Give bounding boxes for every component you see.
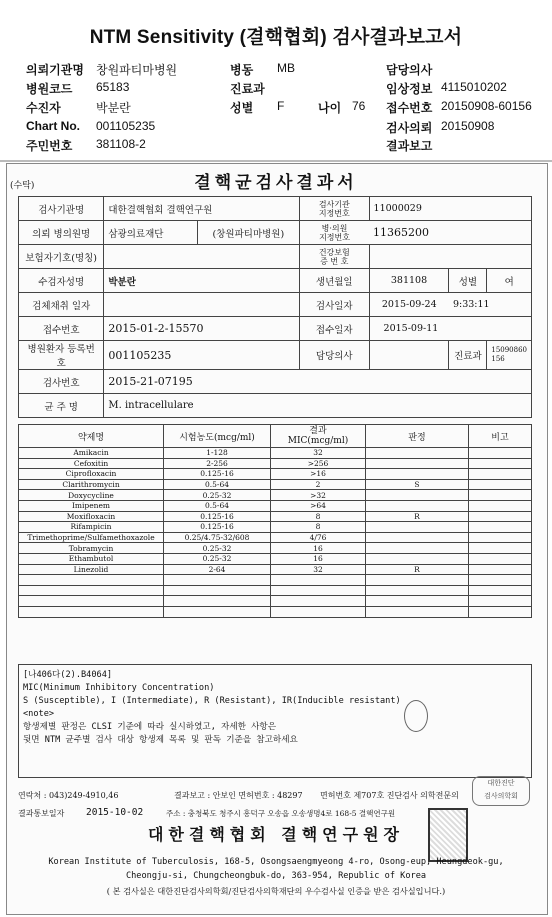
info-label: 생년월일 (300, 269, 370, 293)
table-row (19, 370, 532, 394)
remark (469, 596, 532, 607)
interpretation (366, 490, 469, 501)
info-label: 검사기관 지정번호 (300, 197, 370, 221)
table-row (19, 394, 532, 418)
test-range: 0.125-16 (164, 522, 271, 533)
info-value: 001105235 (104, 341, 300, 370)
label-department: 진료과 (230, 82, 265, 96)
interpretation (366, 458, 469, 469)
test-range (164, 596, 271, 607)
remark (469, 469, 532, 480)
note-line: 항생제별 판정은 CLSI 기준에 따라 실시하였고, 자세한 사항은 (23, 722, 277, 732)
table-row (19, 269, 532, 293)
value-chart-no: 001105235 (96, 119, 156, 133)
label-age: 나이 (318, 101, 342, 115)
header-divider (0, 160, 552, 162)
remark (469, 458, 532, 469)
interpretation (366, 522, 469, 533)
interpretation (366, 448, 469, 459)
table-row (19, 221, 532, 245)
value-clinical-info: 4115010202 (441, 80, 507, 94)
certification-stamp: 대한진단 검사의학회 (472, 776, 530, 806)
mic-result: 4/76 (271, 532, 366, 543)
value-age: 76 (352, 99, 366, 113)
mic-result: 8 (271, 511, 366, 522)
label-hospital-code: 병원코드 (26, 82, 73, 96)
drug-row (19, 532, 532, 543)
drug-name (19, 575, 164, 586)
label-chart-no: Chart No. (26, 119, 80, 133)
drug-name (19, 585, 164, 596)
mic-result: 16 (271, 553, 366, 564)
footer-address: 주소 : 충청북도 청주시 흥덕구 오송읍 오송생명4로 168-5 결핵연구원 (166, 809, 396, 818)
column-header: 비고 (469, 425, 532, 448)
remark (469, 532, 532, 543)
info-label: 접수번호 (19, 317, 104, 341)
info-label: 담당의사 (300, 341, 370, 370)
patient-info-table (18, 196, 532, 418)
info-label: 검사일자 (300, 293, 370, 317)
info-value: 삼광의료재단 (104, 221, 197, 245)
info-value: 2015-01-2-15570 (104, 317, 300, 341)
drug-row (19, 564, 532, 575)
address-en-line1: Korean Institute of Tuberculosis, 168-5, Osongsaengmyeong 4-ro, Osong-eup, Heungdeok-gu, (48, 857, 504, 867)
drug-name (19, 596, 164, 607)
value-receipt-no: 20150908-60156 (441, 99, 532, 113)
info-label: 균 주 명 (19, 394, 104, 418)
note-line: MIC(Minimum Inhibitory Concentration) (23, 683, 215, 693)
note-line: [나406다(2).B4064] (23, 670, 113, 680)
drug-name: Ciprofloxacin (19, 469, 164, 480)
drug-name: Moxifloxacin (19, 511, 164, 522)
note-line: 뒷면 NTM 균주별 검사 대상 항생제 목록 및 판독 기준을 참고하세요 (23, 735, 298, 745)
test-range (164, 585, 271, 596)
remark (469, 585, 532, 596)
info-value: 381108 (369, 269, 449, 293)
address-en-line2: Cheongju-si, Chungcheongbuk-do, 363-954, Republic of Korea (125, 871, 427, 881)
institute-name: 대한결핵협회 결핵연구원장 (147, 825, 405, 844)
mic-result: 8 (271, 522, 366, 533)
info-value (369, 341, 449, 370)
remark (469, 479, 532, 490)
remark (469, 500, 532, 511)
info-value: M. intracellulare (104, 394, 532, 418)
remark (469, 448, 532, 459)
info-value: 11000029 (369, 197, 531, 221)
drug-name: Tobramycin (19, 543, 164, 554)
info-label: 수검자성명 (19, 269, 104, 293)
interpretation: R (366, 564, 469, 575)
label-request-date: 검사의뢰 (386, 121, 433, 135)
column-header: 판정 (366, 425, 469, 448)
drug-row (19, 479, 532, 490)
mic-result (271, 585, 366, 596)
label-receipt-no: 접수번호 (386, 101, 433, 115)
drug-row (19, 585, 532, 596)
remark (469, 490, 532, 501)
mic-result: 32 (271, 564, 366, 575)
interpretation (366, 543, 469, 554)
interpretation (366, 532, 469, 543)
test-range: 2-64 (164, 564, 271, 575)
info-label: 검사번호 (19, 370, 104, 394)
table-row (19, 293, 532, 317)
report-title: 결핵균검사결과서 (194, 173, 358, 193)
label-doctor: 담당의사 (386, 63, 433, 77)
info-label: 성별 (449, 269, 487, 293)
info-value: 박분란 (104, 269, 300, 293)
label-result-report: 결과보고 (386, 139, 433, 153)
label-requester: 의뢰기관명 (26, 63, 84, 77)
label-resident-no: 주민번호 (26, 139, 73, 153)
label-sex: 성별 (230, 101, 254, 115)
info-value (369, 245, 531, 269)
remark (469, 575, 532, 586)
value-patient: 박분란 (96, 101, 131, 115)
info-value: 여 (487, 269, 532, 293)
drug-name: Rifampicin (19, 522, 164, 533)
mic-result (271, 575, 366, 586)
interpretation (366, 585, 469, 596)
drug-row (19, 606, 532, 617)
info-label: 검체채취 일자 (19, 293, 104, 317)
value-requester: 창원파티마병원 (96, 63, 178, 77)
remark (469, 543, 532, 554)
info-label: 진료과 (449, 341, 487, 370)
info-label: 접수일자 (300, 317, 370, 341)
mic-result: 32 (271, 448, 366, 459)
test-range: 2-256 (164, 458, 271, 469)
susceptibility-table (18, 424, 532, 618)
page-title: NTM Sensitivity (결핵협회) 검사결과보고서 (89, 27, 463, 48)
info-label: 병·의원 지정번호 (300, 221, 370, 245)
official-seal (428, 808, 468, 862)
test-range (164, 606, 271, 617)
note-line: S (Susceptible), I (Intermediate), R (Resistant), IR(Inducible resistant) (23, 696, 401, 706)
drug-row (19, 500, 532, 511)
interpretation (366, 575, 469, 586)
info-value: 2015-09-24 (369, 293, 449, 317)
table-row (19, 245, 532, 269)
remark (469, 511, 532, 522)
info-value: (창원파티마병원) (197, 221, 299, 245)
footer-reporter: 결과보고 : 안보인 면허번호 : 48297 (174, 791, 303, 800)
interpretation: S (366, 479, 469, 490)
note-line: <note> (23, 709, 55, 719)
drug-row (19, 553, 532, 564)
column-header: 약제명 (19, 425, 164, 448)
interpretation (366, 469, 469, 480)
interpretation (366, 606, 469, 617)
column-header: 결과 MIC(mcg/ml) (271, 425, 366, 448)
test-range: 0.25-32 (164, 553, 271, 564)
drug-name (19, 606, 164, 617)
remark (469, 564, 532, 575)
info-value: 11365200 (369, 221, 531, 245)
seal-mark (404, 700, 428, 732)
drug-row (19, 575, 532, 586)
test-range: 0.5-64 (164, 479, 271, 490)
drug-name: Imipenem (19, 500, 164, 511)
mic-result: >256 (271, 458, 366, 469)
drug-name: Linezolid (19, 564, 164, 575)
value-ward: MB (277, 61, 295, 75)
drug-row (19, 458, 532, 469)
info-label: 보험자기호(명칭) (19, 245, 104, 269)
mic-result: >16 (271, 469, 366, 480)
certification-note: ( 본 검사실은 대한진단검사의학회/진단검사의학재단의 우수검사실 인증을 받은 검사실입니다.) (106, 886, 446, 896)
table-row (19, 197, 532, 221)
info-label: 병원환자 등록번호 (19, 341, 104, 370)
info-value: 15090860 156 (487, 341, 532, 370)
drug-name: Trimethoprime/Sulfamethoxazole (19, 532, 164, 543)
interpretation (366, 553, 469, 564)
mic-result (271, 606, 366, 617)
table-row (19, 341, 532, 370)
info-value: 2015-09-11 (369, 317, 531, 341)
table-row (19, 317, 532, 341)
test-range: 0.25-32 (164, 543, 271, 554)
info-value (104, 245, 300, 269)
test-range (164, 575, 271, 586)
value-sex: F (277, 99, 285, 113)
drug-row (19, 448, 532, 459)
interpretation: R (366, 511, 469, 522)
interpretation (366, 596, 469, 607)
mic-result: 2 (271, 479, 366, 490)
interpretation (366, 500, 469, 511)
mic-result (271, 596, 366, 607)
info-value: 대한결핵협회 결핵연구원 (104, 197, 300, 221)
info-label: 검사기관명 (19, 197, 104, 221)
footer-license: 면허번호 제707호 진단검사 의학전문의 (320, 791, 459, 800)
test-range: 1-128 (164, 448, 271, 459)
test-range: 0.25-32 (164, 490, 271, 501)
drug-row (19, 522, 532, 533)
test-range: 0.25/4.75-32/608 (164, 532, 271, 543)
test-range: 0.125-16 (164, 511, 271, 522)
mic-result: >64 (271, 500, 366, 511)
test-range: 0.125-16 (164, 469, 271, 480)
label-patient: 수진자 (26, 101, 61, 115)
footer-date: 2015-10-02 (86, 807, 144, 818)
drug-name: Clarithromycin (19, 479, 164, 490)
drug-row (19, 543, 532, 554)
report-header (0, 0, 552, 158)
footer-contact: 연락처 : 043)249-4910,46 (18, 791, 119, 800)
remark (469, 522, 532, 533)
drug-name: Cefoxitin (19, 458, 164, 469)
value-resident-no: 381108-2 (96, 137, 146, 151)
column-header: 시험농도(mcg/ml) (164, 425, 271, 448)
value-request-date: 20150908 (441, 119, 495, 133)
report-tag: (수탁) (10, 181, 35, 191)
footer-date-label: 결과통보일자 (18, 809, 65, 818)
value-hospital-code: 65183 (96, 80, 130, 94)
drug-row (19, 469, 532, 480)
label-clinical-info: 임상정보 (386, 82, 433, 96)
info-value: 9:33:11 (449, 293, 532, 317)
notes-box (18, 664, 532, 778)
info-value (104, 293, 300, 317)
drug-name: Ethambutol (19, 553, 164, 564)
drug-row (19, 511, 532, 522)
info-label: 의뢰 병의원명 (19, 221, 104, 245)
test-range: 0.5-64 (164, 500, 271, 511)
info-value: 2015-21-07195 (104, 370, 532, 394)
remark (469, 606, 532, 617)
table-header-row (19, 425, 532, 448)
drug-row (19, 596, 532, 607)
mic-result: >32 (271, 490, 366, 501)
mic-result: 16 (271, 543, 366, 554)
drug-row (19, 490, 532, 501)
info-label: 건강보험 증 번 호 (300, 245, 370, 269)
label-ward: 병동 (230, 63, 254, 77)
drug-name: Doxycycline (19, 490, 164, 501)
drug-name: Amikacin (19, 448, 164, 459)
remark (469, 553, 532, 564)
